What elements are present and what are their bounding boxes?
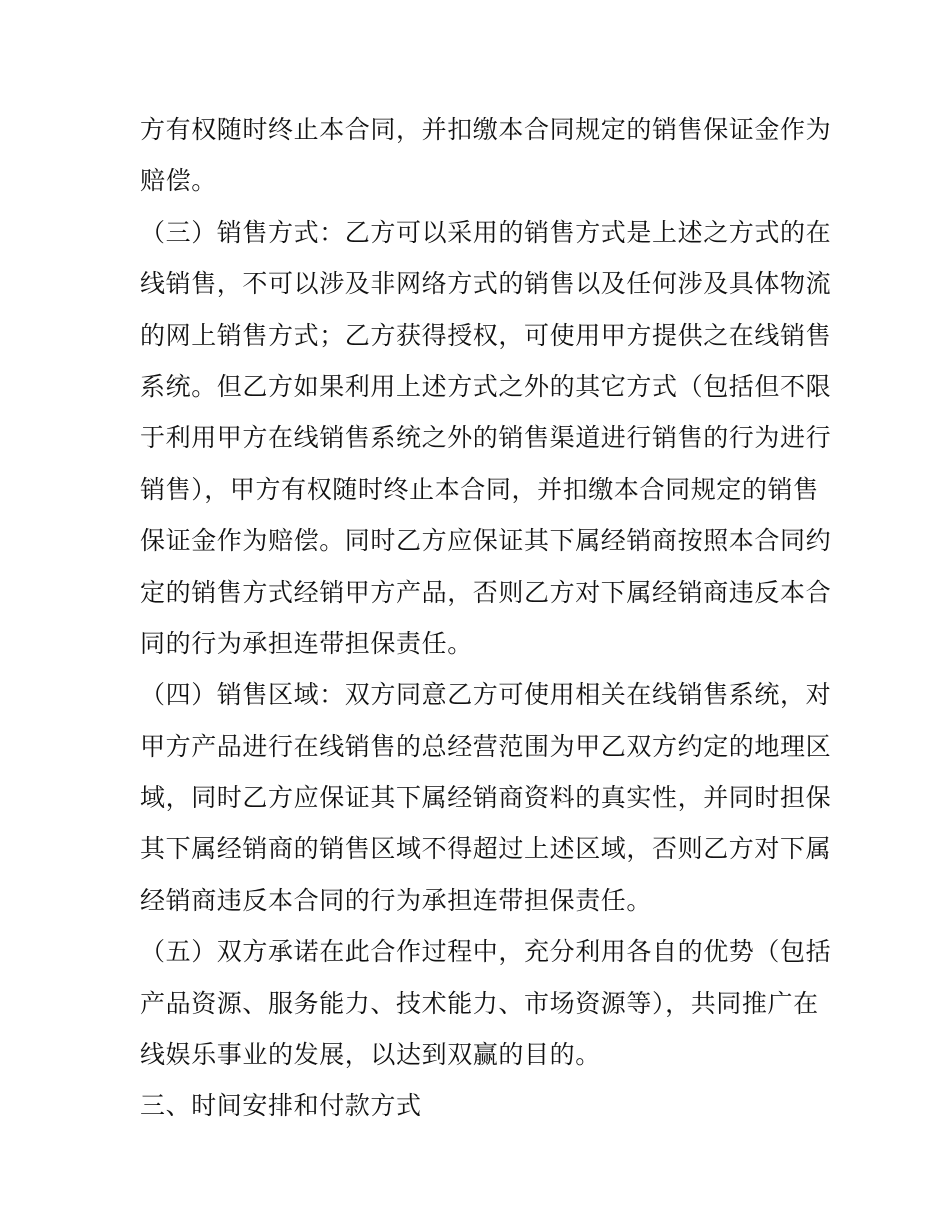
- text-line: 经销商违反本合同的行为承担连带担保责任。: [140, 885, 653, 915]
- text-line: 线销售，不可以涉及非网络方式的销售以及任何涉及具体物流: [140, 269, 832, 299]
- paragraph-sales-method: [140, 207, 832, 670]
- text-line: 其下属经销商的销售区域不得超过上述区域，否则乙方对下属: [140, 834, 832, 864]
- text-line: 销售），甲方有权随时终止本合同，并扣缴本合同规定的销售: [140, 474, 819, 504]
- text-line: 于利用甲方在线销售系统之外的销售渠道进行销售的行为进行: [140, 423, 832, 453]
- text-line: 保证金作为赔偿。同时乙方应保证其下属经销商按照本合同约: [140, 526, 832, 556]
- text-line: （四）销售区域：双方同意乙方可使用相关在线销售系统，对: [140, 680, 832, 710]
- text-line: 赔偿。: [140, 166, 217, 196]
- text-line: 同的行为承担连带担保责任。: [140, 628, 473, 658]
- text-line: 方有权随时终止本合同，并扣缴本合同规定的销售保证金作为: [140, 115, 832, 144]
- text-line: 域，同时乙方应保证其下属经销商资料的真实性，并同时担保: [140, 783, 832, 813]
- text-line: 产品资源、服务能力、技术能力、市场资源等），共同推广在: [140, 988, 819, 1018]
- text-line: 系统。但乙方如果利用上述方式之外的其它方式（包括但不限: [140, 371, 832, 401]
- text-line: 线娱乐事业的发展，以达到双赢的目的。: [140, 1040, 601, 1070]
- text-line: 甲方产品进行在线销售的总经营范围为甲乙双方约定的地理区: [140, 731, 832, 761]
- paragraph-termination-clause: [140, 104, 832, 207]
- text-line: 的网上销售方式；乙方获得授权，可使用甲方提供之在线销售: [140, 320, 832, 350]
- section-heading-schedule-payment: 三、时间安排和付款方式: [140, 1091, 422, 1121]
- document-body: [140, 104, 832, 1132]
- text-line: 定的销售方式经销甲方产品，否则乙方对下属经销商违反本合: [140, 577, 832, 607]
- paragraph-sales-region: [140, 669, 832, 926]
- text-line: （五）双方承诺在此合作过程中，充分利用各自的优势（包括: [140, 937, 832, 967]
- paragraph-cooperation-commitment: [140, 926, 832, 1080]
- text-line: （三）销售方式：乙方可以采用的销售方式是上述之方式的在: [140, 217, 832, 247]
